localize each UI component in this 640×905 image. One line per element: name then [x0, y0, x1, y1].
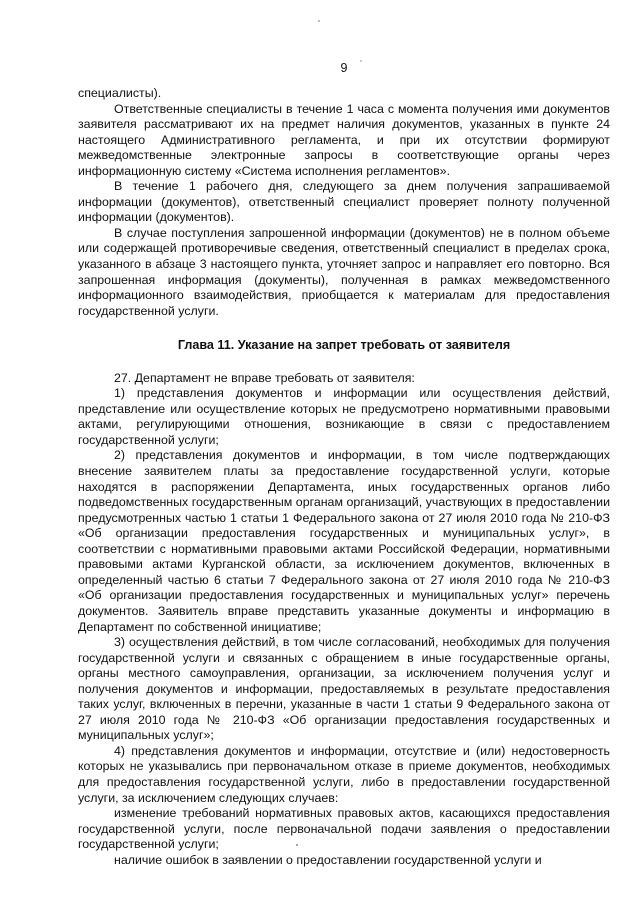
scan-speck [318, 20, 320, 22]
paragraph-intro-fragment: специалисты). [78, 86, 162, 100]
exception-case-2: наличие ошибок в заявлении о предоставлении государственной услуги и [114, 852, 542, 867]
page-number: 9 [340, 61, 348, 75]
chapter-11-title: Глава 11. Указание на запрет требовать от заявителя [177, 338, 511, 353]
paragraph-incomplete-info: В случае поступления запрошенной информации (документов) не в полном объеме или содержащей противоречивые сведения, ответственный специалист в пределах срока, указанного в абзаце 3 настоящего пункта, уточняет запрос и направляет его повторно. Вся запрошенная информация (документы), полученная в рамках межведомственного информационного взаимодействия, приобщается к материалам для предоставления государственной услуги. [78, 225, 610, 318]
paragraph-item-27: 27. Департамент не вправе требовать от заявителя: [114, 370, 415, 385]
scan-speck [360, 60, 362, 62]
list-item-3: 3) осуществления действий, в том числе согласований, необходимых для получения государственной услуги и связанных с обращением в иные государственные органы, органы местного самоуправления, организации, за исключением получения услуг и получения документов и информации, предоставляемых в результате предоставления таких услуг, включенных в перечни, указанные в части 1 статьи 9 Федерального закона от 27 июля 2010 года № 210-ФЗ «Об организации предоставления государственных и муниципальных услуг»; [78, 635, 610, 743]
paragraph-one-working-day: В течение 1 рабочего дня, следующего за днем получения запрашиваемой информации (документов), ответственный специалист проверяет полноту полученной информации (документов). [78, 179, 610, 225]
document-page [78, 0, 610, 905]
exception-case-1: изменение требований нормативных правовых актов, касающихся предоставления государственной услуги, после первоначальной подачи заявления о предоставлении государственной услуги; [78, 806, 610, 852]
list-item-4: 4) представления документов и информации, отсутствие и (или) недостоверность которых не указывались при первоначальном отказе в приеме документов, необходимых для предоставления государственной услуги, либо в предоставлении государственной услуги, за исключением следующих случаев: [78, 743, 610, 805]
list-item-1: 1) представления документов и информации или осуществления действий, представление или осуществление которых не предусмотрено нормативными правовыми актами, регулирующими отношения, возникающие в связи с предоставлением государственной услуги; [78, 386, 610, 447]
document-body [78, 86, 610, 868]
paragraph-responsible-specialists: Ответственные специалисты в течение 1 часа с момента получения ими документов заявителя рассматривают их на предмет наличия документов, указанных в пункте 24 настоящего Административного регламента, и при их отсутствии формируют межведомственные электронные запросы в соответствующие органы через информационную систему «Система исполнения регламентов». [78, 101, 610, 178]
list-item-2: 2) представления документов и информации, в том числе подтверждающих внесение заявителем платы за предоставление государственной услуги, которые находятся в распоряжении Департамента, иных государственных органов либо подведомственных государственным органам организаций, участвующих в предоставлении предусмотренных частью 1 статьи 1 Федерального закона от 27 июля 2010 года № 210-ФЗ «Об организации предоставления государственных и муниципальных услуг», в соответствии с нормативными правовыми актами Российской Федерации, нормативными правовыми актами Курганской области, за исключением документов, включенных в определенный частью 6 статьи 7 Федерального закона от 27 июля 2010 года № 210-ФЗ «Об организации предоставления государственных и муниципальных услуг» перечень документов. Заявитель вправе представить указанные документы и информацию в Департамент по собственной инициативе; [78, 448, 610, 634]
scan-speck [296, 844, 298, 846]
